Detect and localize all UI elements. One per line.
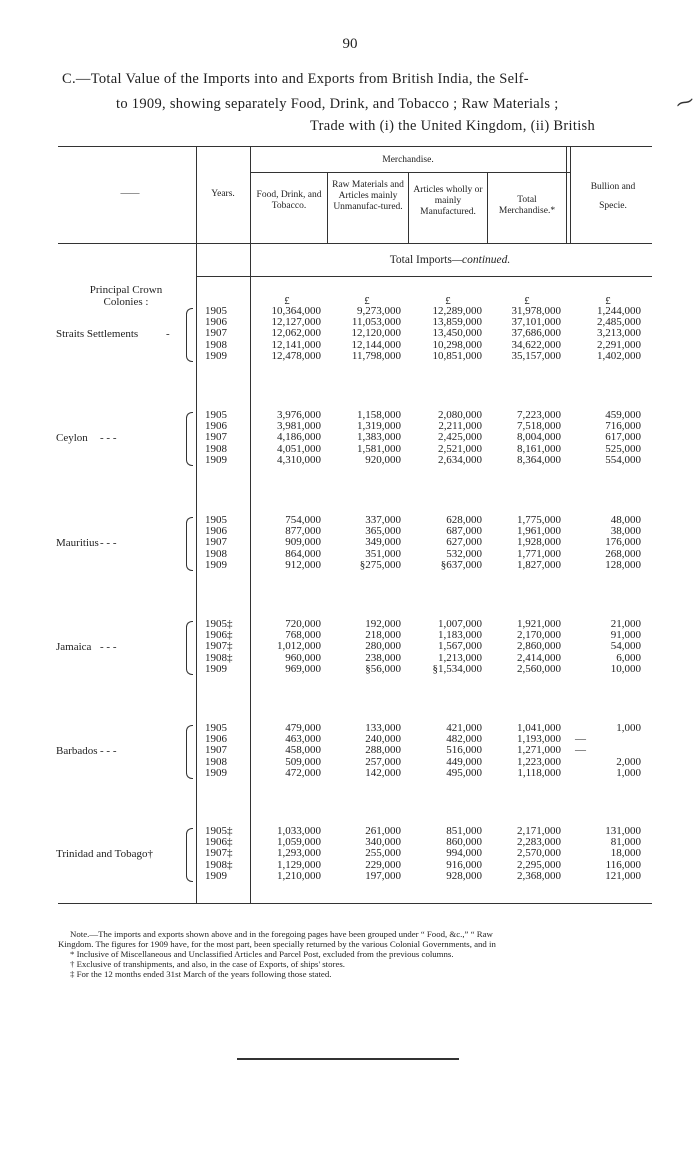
total-cell: 1,771,000 — [517, 547, 561, 560]
table-bottom-rule — [58, 903, 652, 904]
raw-cell: 12,120,000 — [351, 327, 401, 340]
bottom-rule — [237, 1058, 459, 1060]
colony-name: Jamaica — [56, 641, 92, 653]
articles-cell: 516,000 — [446, 744, 482, 757]
food-cell: 720,000 — [285, 618, 321, 630]
total-cell: 1,921,000 — [517, 618, 561, 630]
year-cell: 1908 — [205, 338, 227, 351]
food-column — [254, 515, 321, 571]
total-cell: 8,161,000 — [517, 442, 561, 455]
food-cell: 12,062,000 — [271, 327, 321, 340]
raw-column — [331, 619, 401, 675]
raw-cell: 1,158,000 — [357, 409, 401, 421]
year-cell: 1905 — [205, 409, 227, 421]
total-cell: 2,368,000 — [517, 869, 561, 882]
raw-cell: 192,000 — [365, 618, 401, 630]
year-cell: 1906‡ — [205, 836, 233, 849]
food-cell: 877,000 — [285, 525, 321, 538]
vline-food-right — [327, 173, 328, 243]
bullion-column — [575, 515, 641, 571]
bullion-cell: 268,000 — [605, 547, 641, 560]
raw-cell: 11,798,000 — [351, 349, 401, 362]
year-cell: 1905 — [205, 514, 227, 526]
stub-header: —— — [120, 189, 140, 199]
food-cell: 458,000 — [285, 744, 321, 757]
currency-food: £ — [284, 295, 290, 307]
bullion-column — [575, 826, 641, 882]
bullion-cell: 1,000 — [616, 766, 641, 779]
year-cell: 1906 — [205, 733, 227, 746]
year-cell: 1908‡ — [205, 651, 233, 664]
year-cell: 1905‡ — [205, 825, 233, 837]
year-cell: 1905 — [205, 305, 227, 317]
articles-cell: 495,000 — [446, 766, 482, 779]
articles-cell: 10,298,000 — [432, 338, 482, 351]
total-cell: 2,171,000 — [517, 825, 561, 837]
food-cell: 960,000 — [285, 651, 321, 664]
bullion-header: Bullion and Specie. — [590, 182, 636, 211]
food-cell: 1,129,000 — [277, 858, 321, 871]
vline-years-left — [196, 146, 197, 903]
food-cell: 1,059,000 — [277, 836, 321, 849]
raw-cell: 351,000 — [365, 547, 401, 560]
food-cell: 10,364,000 — [271, 305, 321, 317]
bullion-cell: 48,000 — [610, 514, 641, 526]
articles-cell: 851,000 — [446, 825, 482, 837]
food-cell: 3,976,000 — [277, 409, 321, 421]
food-cell: 912,000 — [285, 558, 321, 571]
year-cell: 1909 — [205, 869, 227, 882]
bullion-column — [575, 410, 641, 466]
raw-cell: 365,000 — [365, 525, 401, 538]
total-column — [489, 306, 561, 362]
raw-cell: 920,000 — [365, 453, 401, 466]
raw-column — [331, 410, 401, 466]
articles-cell: 532,000 — [446, 547, 482, 560]
note-line: * Inclusive of Miscellaneous and Unclassified Articles and Parcel Post, excluded from the previous columns. — [70, 949, 454, 959]
leader-dots: - — [166, 328, 170, 340]
years-header: Years. — [211, 189, 235, 199]
total-column — [489, 826, 561, 882]
articles-cell: §637,000 — [440, 558, 482, 571]
total-cell: 1,223,000 — [517, 755, 561, 768]
articles-cell: 2,425,000 — [438, 431, 482, 444]
articles-cell: 627,000 — [446, 536, 482, 549]
articles-cell: 2,080,000 — [438, 409, 482, 421]
articles-cell: 12,289,000 — [432, 305, 482, 317]
raw-cell: §275,000 — [359, 558, 401, 571]
food-cell: 12,141,000 — [271, 338, 321, 351]
food-cell: 1,012,000 — [277, 640, 321, 653]
food-cell: 472,000 — [285, 766, 321, 779]
total-cell: 8,004,000 — [517, 431, 561, 444]
bullion-cell: 121,000 — [605, 869, 641, 882]
bullion-column — [575, 306, 641, 362]
food-header: Food, Drink, and Tobacco. — [256, 190, 322, 211]
bullion-cell: 3,213,000 — [597, 327, 641, 340]
total-cell: 35,157,000 — [511, 349, 561, 362]
articles-column — [410, 619, 482, 675]
year-cell: 1908 — [205, 547, 227, 560]
bullion-cell: 716,000 — [605, 420, 641, 433]
bullion-column — [575, 619, 641, 675]
articles-cell: 421,000 — [446, 722, 482, 734]
total-cell: 1,775,000 — [517, 514, 561, 526]
raw-cell: 288,000 — [365, 744, 401, 757]
bullion-cell: 554,000 — [605, 453, 641, 466]
raw-cell: 197,000 — [365, 869, 401, 882]
articles-cell: 928,000 — [446, 869, 482, 882]
page-number: 90 — [342, 36, 358, 52]
food-cell: 864,000 — [285, 547, 321, 560]
section-rule — [196, 276, 652, 277]
note-line: Kingdom. The figures for 1909 have, for the most part, been specially returned by the various Colonial Governments, and in — [58, 939, 496, 949]
years-column — [205, 410, 245, 466]
raw-cell: 349,000 — [365, 536, 401, 549]
food-cell: 479,000 — [285, 722, 321, 734]
total-cell: 37,101,000 — [511, 316, 561, 329]
total-cell: 37,686,000 — [511, 327, 561, 340]
bullion-cell: 81,000 — [610, 836, 641, 849]
food-cell: 4,310,000 — [277, 453, 321, 466]
bullion-cell: 459,000 — [605, 409, 641, 421]
articles-column — [410, 723, 482, 779]
articles-column — [410, 410, 482, 466]
raw-column — [331, 515, 401, 571]
total-column — [489, 410, 561, 466]
table-top-rule — [58, 146, 652, 147]
year-cell: 1907 — [205, 744, 227, 757]
bullion-cell: 2,291,000 — [597, 338, 641, 351]
bullion-cell: 128,000 — [605, 558, 641, 571]
bullion-cell: 176,000 — [605, 536, 641, 549]
year-cell: 1908 — [205, 442, 227, 455]
row-brace — [186, 412, 193, 466]
raw-cell: 218,000 — [365, 629, 401, 642]
raw-column — [331, 826, 401, 882]
articles-cell: 482,000 — [446, 733, 482, 746]
articles-cell: 687,000 — [446, 525, 482, 538]
years-column — [205, 723, 245, 779]
raw-cell: 11,053,000 — [351, 316, 401, 329]
food-cell: 909,000 — [285, 536, 321, 549]
year-cell: 1906 — [205, 525, 227, 538]
raw-cell: 1,319,000 — [357, 420, 401, 433]
bullion-cell: 525,000 — [605, 442, 641, 455]
food-cell: 12,127,000 — [271, 316, 321, 329]
bullion-cell: 116,000 — [605, 858, 641, 871]
articles-cell: 449,000 — [446, 755, 482, 768]
years-column — [205, 826, 245, 882]
year-cell: 1909 — [205, 662, 227, 675]
title-line-2: to 1909, showing separately Food, Drink, and Tobacco ; Raw Materials ; — [116, 96, 559, 112]
year-cell: 1906 — [205, 420, 227, 433]
years-column — [205, 515, 245, 571]
leader-dots: - - - — [100, 537, 117, 549]
articles-column — [410, 306, 482, 362]
section-title — [250, 254, 650, 266]
total-column — [489, 515, 561, 571]
year-cell: 1905‡ — [205, 618, 233, 630]
footnotes — [58, 929, 668, 979]
total-cell: 7,223,000 — [517, 409, 561, 421]
raw-cell: 337,000 — [365, 514, 401, 526]
bullion-cell: 1,402,000 — [597, 349, 641, 362]
total-cell: 1,827,000 — [517, 558, 561, 571]
row-brace — [186, 517, 193, 571]
articles-cell: 916,000 — [446, 858, 482, 871]
articles-cell: 1,567,000 — [438, 640, 482, 653]
colony-name: Trinidad and Tobago† — [56, 848, 154, 860]
colony-name: Barbados — [56, 745, 98, 757]
articles-cell: 860,000 — [446, 836, 482, 849]
bullion-cell: 131,000 — [605, 825, 641, 837]
total-cell: 31,978,000 — [511, 305, 561, 317]
margin-pen-mark: ⁓ — [672, 89, 697, 115]
food-cell: 463,000 — [285, 733, 321, 746]
currency-total: £ — [524, 295, 530, 307]
vline-articles-right — [487, 173, 488, 243]
year-cell: 1909 — [205, 766, 227, 779]
total-cell: 8,364,000 — [517, 453, 561, 466]
food-column — [254, 410, 321, 466]
food-cell: 754,000 — [285, 514, 321, 526]
articles-cell: 1,183,000 — [438, 629, 482, 642]
food-cell: 1,033,000 — [277, 825, 321, 837]
raw-cell: 1,383,000 — [357, 431, 401, 444]
raw-cell: 257,000 — [365, 755, 401, 768]
raw-cell: 229,000 — [365, 858, 401, 871]
articles-cell: 2,211,000 — [438, 420, 482, 433]
year-cell: 1907 — [205, 431, 227, 444]
years-column — [205, 619, 245, 675]
food-column — [254, 619, 321, 675]
table-header-bottom-rule — [58, 243, 652, 244]
food-cell: 1,210,000 — [277, 869, 321, 882]
vline-raw-right — [408, 173, 409, 243]
articles-cell: 13,859,000 — [432, 316, 482, 329]
articles-cell: 1,213,000 — [438, 651, 482, 664]
merch-header-rule — [250, 172, 570, 173]
year-cell: 1905 — [205, 722, 227, 734]
bullion-column — [575, 723, 641, 779]
food-cell: 509,000 — [285, 755, 321, 768]
year-cell: 1906‡ — [205, 629, 233, 642]
food-column — [254, 826, 321, 882]
food-cell: 969,000 — [285, 662, 321, 675]
food-cell: 4,051,000 — [277, 442, 321, 455]
total-cell: 1,961,000 — [517, 525, 561, 538]
articles-cell: 10,851,000 — [432, 349, 482, 362]
raw-column — [331, 723, 401, 779]
articles-column — [410, 826, 482, 882]
food-column — [254, 723, 321, 779]
bullion-cell: 54,000 — [610, 640, 641, 653]
currency-articles: £ — [445, 295, 451, 307]
year-cell: 1908‡ — [205, 858, 233, 871]
row-brace — [186, 308, 193, 362]
row-brace — [186, 621, 193, 675]
food-cell: 768,000 — [285, 629, 321, 642]
articles-cell: 994,000 — [446, 847, 482, 860]
raw-cell: 240,000 — [365, 733, 401, 746]
raw-header: Raw Materials and Articles mainly Unmanufac-tured. — [332, 180, 404, 212]
year-cell: 1907‡ — [205, 847, 233, 860]
currency-bullion: £ — [605, 295, 611, 307]
articles-cell: 1,007,000 — [438, 618, 482, 630]
raw-cell: 1,581,000 — [357, 442, 401, 455]
total-column — [489, 723, 561, 779]
total-cell: 1,118,000 — [517, 766, 561, 779]
total-cell: 2,560,000 — [517, 662, 561, 675]
total-cell: 34,622,000 — [511, 338, 561, 351]
total-header: Total Merchandise.* — [498, 195, 556, 216]
title-line-1: C.—Total Value of the Imports into and Exports from British India, the Self- — [62, 71, 529, 87]
bullion-cell: 1,244,000 — [597, 305, 641, 317]
note-line: ‡ For the 12 months ended 31st March of the years following those stated. — [70, 969, 332, 979]
year-cell: 1909 — [205, 349, 227, 362]
vline-bullion-left — [570, 146, 571, 243]
raw-cell: 142,000 — [365, 766, 401, 779]
colony-name: Mauritius — [56, 537, 99, 549]
food-cell: 12,478,000 — [271, 349, 321, 362]
note-line: † Exclusive of transhipments, and also, in the case of Exports, of ships' stores. — [70, 959, 345, 969]
leader-dots: - - - — [100, 432, 117, 444]
food-cell: 1,293,000 — [277, 847, 321, 860]
year-cell: 1907 — [205, 327, 227, 340]
bullion-cell: 1,000 — [616, 722, 641, 734]
year-cell: 1907 — [205, 536, 227, 549]
total-cell: 1,193,000 — [517, 733, 561, 746]
colony-name: Ceylon — [56, 432, 88, 444]
colony-name: Straits Settlements — [56, 328, 139, 340]
year-cell: 1907‡ — [205, 640, 233, 653]
articles-column — [410, 515, 482, 571]
bullion-cell: 38,000 — [610, 525, 641, 538]
raw-cell: §56,000 — [365, 662, 401, 675]
bullion-cell: 6,000 — [616, 651, 641, 664]
total-cell: 1,271,000 — [517, 744, 561, 757]
bullion-cell: 617,000 — [605, 431, 641, 444]
vline-total-right — [566, 146, 567, 243]
food-cell: 4,186,000 — [277, 431, 321, 444]
currency-raw: £ — [364, 295, 370, 307]
note-line: Note.—The imports and exports shown above and in the foregoing pages have been grouped under “ Food, &c.,” “ Raw — [70, 929, 493, 939]
raw-column — [331, 306, 401, 362]
leader-dots: - - - — [100, 641, 117, 653]
year-cell: 1908 — [205, 755, 227, 768]
food-cell: 3,981,000 — [277, 420, 321, 433]
articles-cell: §1,534,000 — [432, 662, 482, 675]
total-cell: 2,570,000 — [517, 847, 561, 860]
section-title-main: Total Imports — [389, 254, 452, 266]
merchandise-header: Merchandise. — [382, 155, 434, 165]
total-cell: 2,295,000 — [517, 858, 561, 871]
bullion-cell: 10,000 — [610, 662, 641, 675]
year-cell: 1906 — [205, 316, 227, 329]
articles-cell: 2,521,000 — [438, 442, 482, 455]
raw-cell: 238,000 — [365, 651, 401, 664]
bullion-cell: 18,000 — [610, 847, 641, 860]
total-cell: 7,518,000 — [517, 420, 561, 433]
row-brace — [186, 725, 193, 779]
section-title-continued: —continued. — [451, 254, 511, 266]
food-column — [254, 306, 321, 362]
articles-header: Articles wholly or mainly Manufactured. — [413, 185, 483, 217]
title-line-3: Trade with (i) the United Kingdom, (ii) British — [310, 118, 596, 134]
bullion-cell: 21,000 — [610, 618, 641, 630]
raw-cell: 280,000 — [365, 640, 401, 653]
raw-cell: 9,273,000 — [357, 305, 401, 317]
raw-cell: 12,144,000 — [351, 338, 401, 351]
raw-cell: 255,000 — [365, 847, 401, 860]
year-cell: 1909 — [205, 558, 227, 571]
raw-cell: 261,000 — [365, 825, 401, 837]
leader-dots: - - - — [100, 745, 117, 757]
row-brace — [186, 828, 193, 882]
total-cell: 2,860,000 — [517, 640, 561, 653]
year-cell: 1909 — [205, 453, 227, 466]
articles-cell: 2,634,000 — [438, 453, 482, 466]
articles-cell: 13,450,000 — [432, 327, 482, 340]
bullion-cell: — — [575, 733, 586, 746]
bullion-cell: 91,000 — [610, 629, 641, 642]
total-cell: 1,041,000 — [517, 722, 561, 734]
raw-cell: 340,000 — [365, 836, 401, 849]
total-cell: 2,170,000 — [517, 629, 561, 642]
group-heading: Principal Crown Colonies : — [89, 284, 163, 308]
years-column — [205, 306, 245, 362]
bullion-cell: 2,000 — [616, 755, 641, 768]
total-cell: 1,928,000 — [517, 536, 561, 549]
articles-cell: 628,000 — [446, 514, 482, 526]
total-cell: 2,283,000 — [517, 836, 561, 849]
total-column — [489, 619, 561, 675]
bullion-cell: 2,485,000 — [597, 316, 641, 329]
total-cell: 2,414,000 — [517, 651, 561, 664]
bullion-cell: — — [575, 744, 586, 757]
raw-cell: 133,000 — [365, 722, 401, 734]
